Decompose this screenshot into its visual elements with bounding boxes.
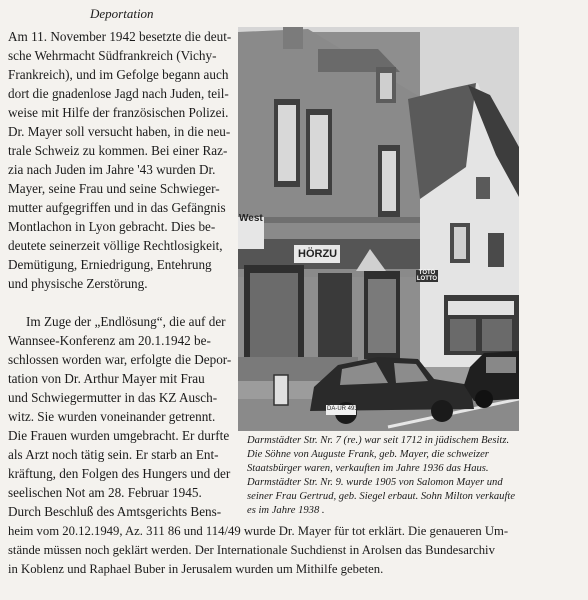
text-line: in Koblenz und Raphael Buber in Jerusalem wurden um Mithilfe gebeten. — [8, 562, 384, 576]
caption-line: es im Jahre 1938 . — [247, 505, 325, 516]
text-line: Am 11. November 1942 besetzte die deut- — [8, 29, 232, 44]
text-line: stände müssen noch geklärt werden. Der Internationale Suchdienst in Arolsen das Bundesarchiv — [8, 543, 495, 557]
section-heading: Deportation — [90, 6, 154, 21]
sign-toto-lotto: TOTO LOTTO — [416, 270, 438, 282]
text-line: heim vom 20.12.1949, Az. 311 86 und 114/49 wurde Dr. Mayer für tot erklärt. Die genaueren Um- — [8, 524, 509, 538]
text-line: tation von Dr. Arthur Mayer mit Frau — [8, 371, 205, 386]
text-line: Dr. Mayer soll versucht haben, in die neu- — [8, 124, 231, 139]
text-line: schlossen worden war, erfolgte die Depor- — [8, 352, 232, 367]
text-line: weise mit Hilfe der französischen Polizei. — [8, 105, 229, 120]
text-line: Demütigung, Erniedrigung, Entehrung — [8, 257, 212, 272]
text-line: zia nach Juden im Jahre '43 wurden Dr. — [8, 162, 216, 177]
text-line: witz. Sie wurden voneinander getrennt. — [8, 409, 216, 424]
text-line: trale Schweiz zu kommen. Bei einer Raz- — [8, 143, 228, 158]
text-line: und physische Zerstörung. — [8, 276, 148, 291]
caption-line: Darmstädter Str. Nr. 7 (re.) war seit 1712 in jüdischem Besitz. — [247, 435, 510, 446]
caption-line: seiner Frau Gertrud, geb. Siegel erbaut. Sohn Milton verkaufte — [247, 491, 516, 502]
street-photo — [238, 27, 519, 431]
text-line: mutter aufgegriffen und in das Gefängnis — [8, 200, 226, 215]
text-line: seelischen Not am 28. Februar 1945. — [8, 485, 202, 500]
text-line: deutete seinerzeit völlige Rechtlosigkeit, — [8, 238, 223, 253]
text-line: dort die gnadenlose Jagd nach Juden, teil- — [8, 86, 229, 101]
text-line: Wannsee-Konferenz am 20.1.1942 be- — [8, 333, 211, 348]
caption-line: Staatsbürger waren, verkauften im Jahre 1936 das Haus. — [247, 463, 489, 474]
sign-hoerzu: HÖRZU — [298, 248, 338, 260]
text-line: als Arzt noch tätig sein. Er starb an Ent- — [8, 447, 219, 462]
text-line: Montlachon in Lyon gebracht. Dies be- — [8, 219, 216, 234]
text-line: Mayer, seine Frau und seine Schwieger- — [8, 181, 220, 196]
text-line: kräftung, den Folgen des Hungers und der — [8, 466, 231, 481]
street-photo-drawing — [238, 27, 519, 431]
sign-west: West — [239, 213, 263, 224]
text-line: sche Wehrmacht Südfrankreich (Vichy- — [8, 48, 217, 63]
caption-line: Darmstädter Str. Nr. 9. wurde 1905 von Salomon Mayer und — [247, 477, 503, 488]
text-line: Frankreich), und im Gefolge begann auch — [8, 67, 229, 82]
caption-line: Die Söhne von Auguste Frank, geb. Mayer, die schweizer — [247, 449, 489, 460]
text-line: Die Frauen wurden umgebracht. Er durfte — [8, 428, 230, 443]
text-line: und Schwiegermutter in das KZ Ausch- — [8, 390, 218, 405]
text-line: Durch Beschluß des Amtsgerichts Bens- — [8, 504, 222, 519]
text-line: Im Zuge der „Endlösung“, die auf der — [26, 314, 226, 329]
license-plate: DA-UR 493 — [327, 406, 358, 412]
